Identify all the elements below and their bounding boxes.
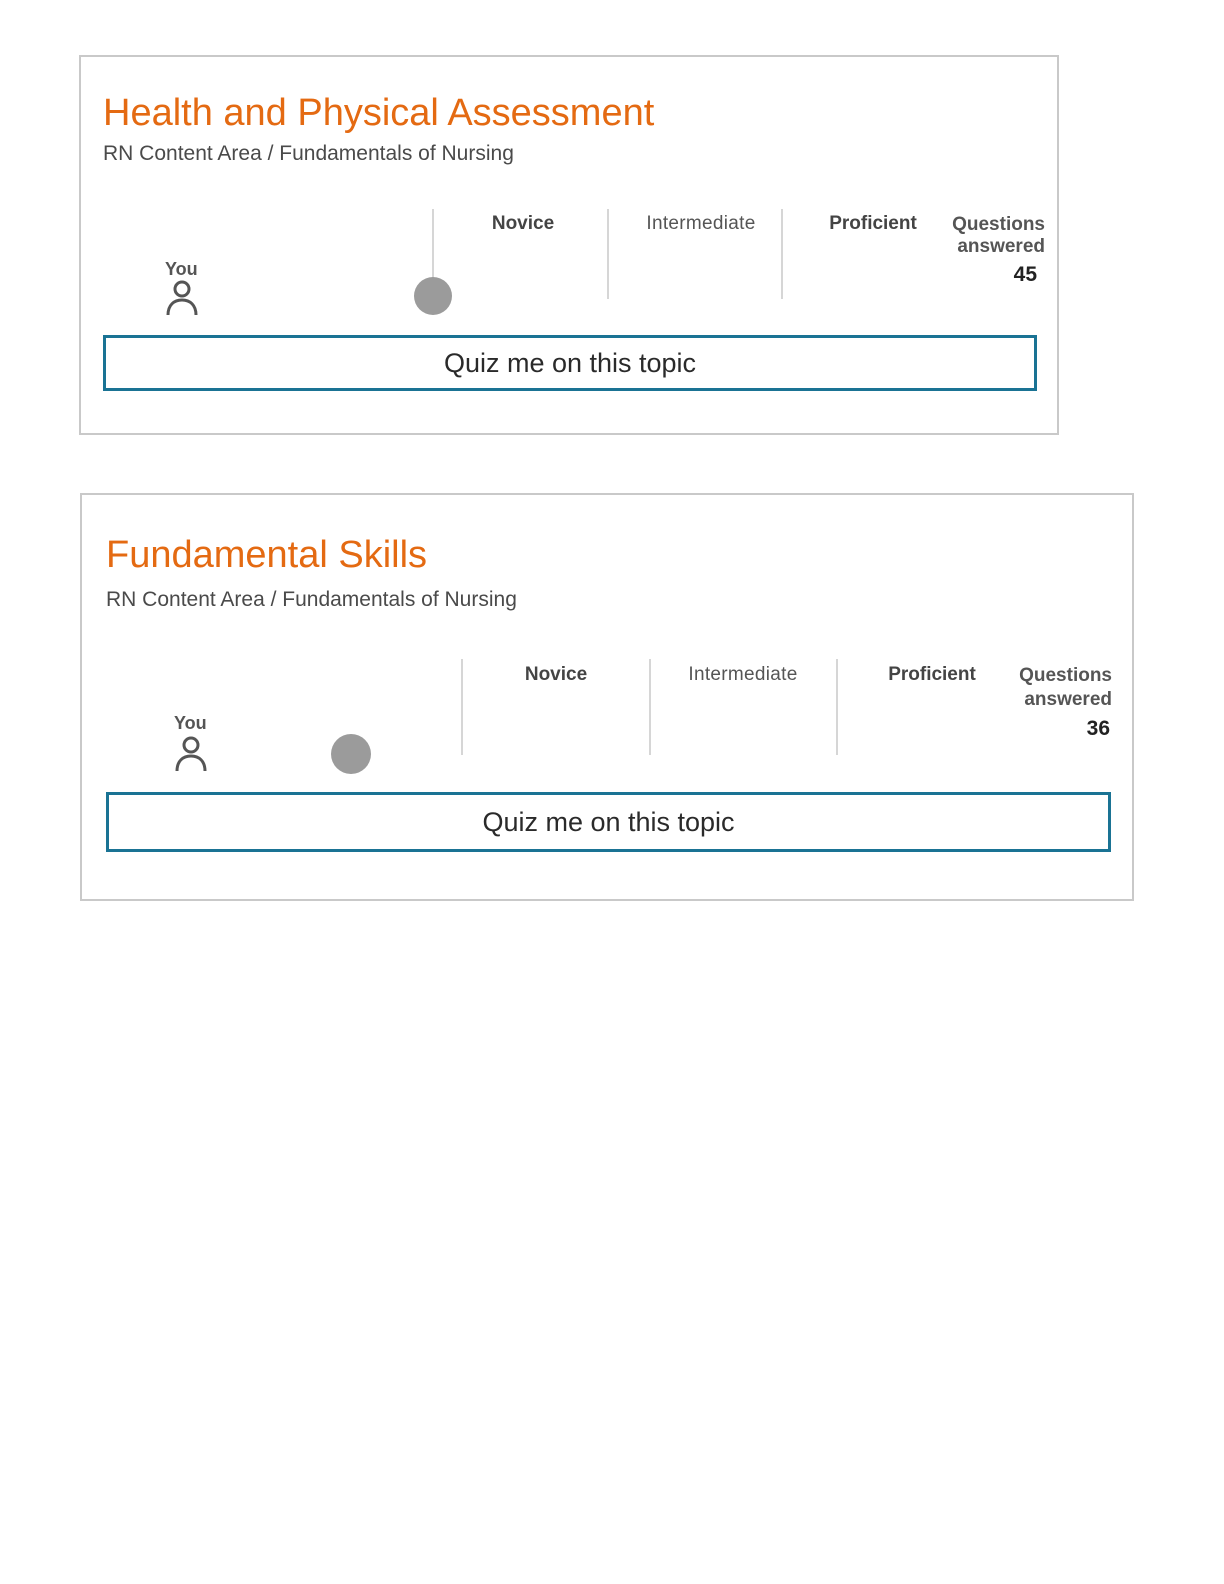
your-score-marker [331, 734, 371, 774]
level-novice: Novice [491, 213, 555, 234]
level-divider [649, 659, 651, 755]
topic-card-health-assessment [79, 55, 1059, 435]
questions-answered-label [941, 214, 1045, 258]
topic-breadcrumb: RN Content Area / Fundamentals of Nursing [106, 588, 517, 611]
level-proficient: Proficient [888, 664, 976, 685]
person-icon [173, 735, 209, 773]
questions-answered-label [1006, 664, 1112, 712]
scale-start-line [461, 659, 463, 755]
questions-label-line1: Questions [1019, 665, 1112, 686]
quiz-me-button[interactable]: Quiz me on this topic [103, 335, 1037, 391]
level-intermediate: Intermediate [646, 213, 756, 234]
questions-label-line2: answered [957, 236, 1045, 257]
level-proficient: Proficient [829, 213, 917, 234]
topic-card-fundamental-skills [80, 493, 1134, 901]
questions-answered-count: 36 [1086, 717, 1110, 740]
your-score-marker [414, 277, 452, 315]
topic-title: Health and Physical Assessment [103, 92, 655, 134]
level-divider [781, 209, 783, 299]
quiz-me-button[interactable]: Quiz me on this topic [106, 792, 1111, 852]
topic-breadcrumb: RN Content Area / Fundamentals of Nursing [103, 142, 514, 165]
level-divider [607, 209, 609, 299]
level-novice: Novice [524, 664, 588, 685]
level-intermediate: Intermediate [688, 664, 798, 685]
questions-label-line2: answered [1024, 689, 1112, 710]
questions-label-line1: Questions [952, 214, 1045, 235]
person-icon [164, 279, 200, 317]
level-divider [836, 659, 838, 755]
you-label: You [165, 259, 198, 279]
questions-answered-count: 45 [1013, 263, 1037, 286]
topic-title: Fundamental Skills [106, 534, 428, 576]
you-label: You [174, 713, 207, 733]
